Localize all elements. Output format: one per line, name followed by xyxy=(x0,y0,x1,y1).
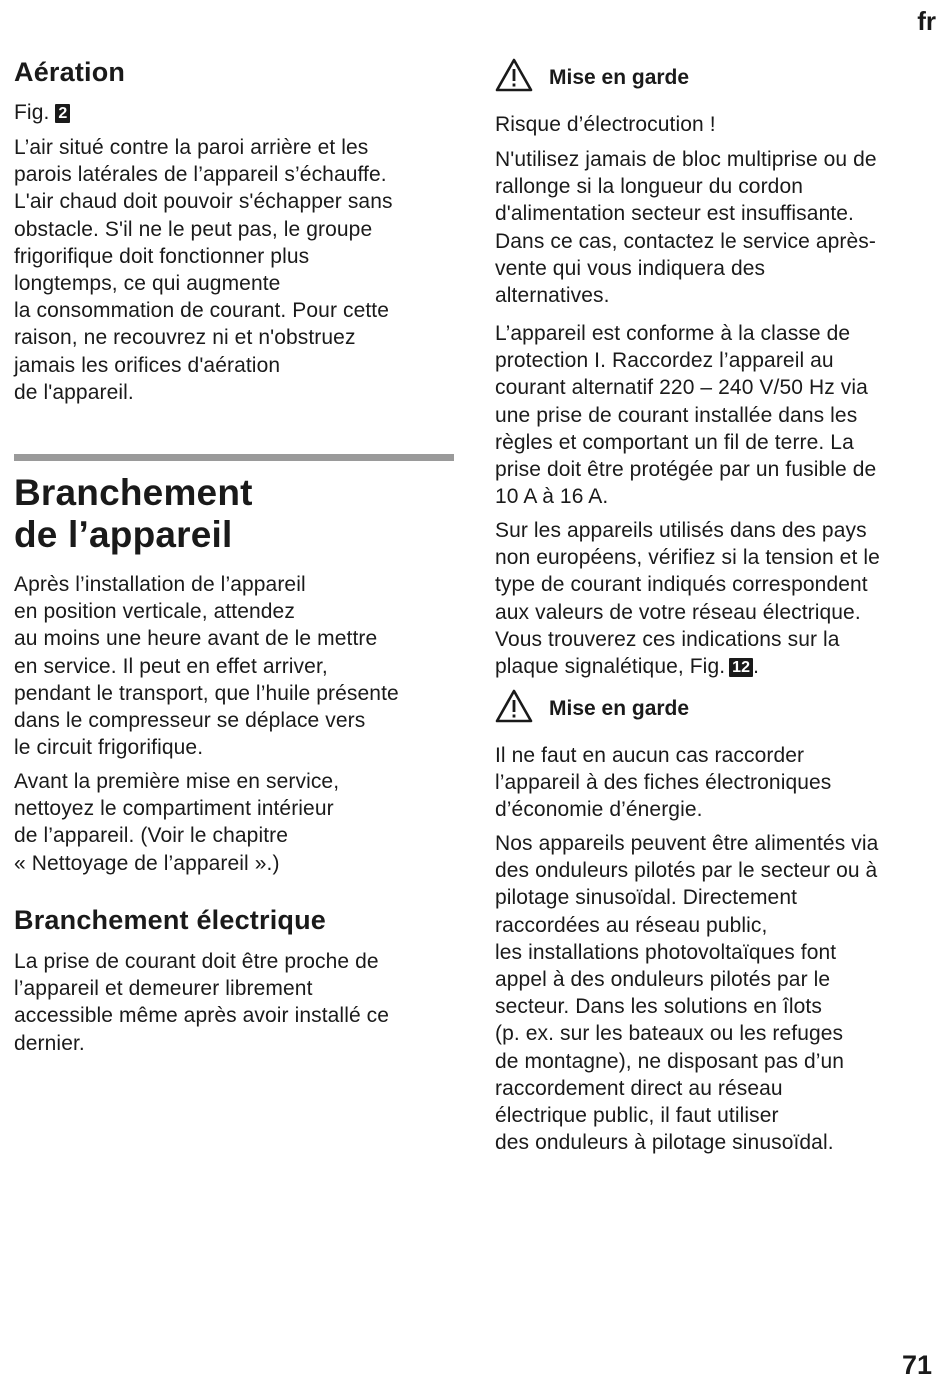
electrique-text: La prise de courant doit être proche de l’appareil et demeurer librement accessible même après avoir installé ce dernier. xyxy=(14,950,390,1055)
branchement-paragraph-2: Avant la première mise en service, nettoyez le compartiment intérieur de l’appareil. (Voir le chapitre « Nettoyage de l’appareil ».) xyxy=(14,770,340,875)
branchement-heading: Branchement de l’appareil xyxy=(14,472,253,555)
warning2-text-2: Nos appareils peuvent être alimentés via des onduleurs pilotés par le secteur ou à pilotage sinusoïdal. Directement raccordées au réseau public, les installations photovoltaïques font appel à des onduleurs pilotés par le secteur. Dans les solutions en îlots (p. ex. sur les bateaux ou les refuges de montagne), ne disposant pas d’un raccordement direct au réseau électrique public, il faut utiliser des onduleurs à pilotage sinusoïdal. xyxy=(495,832,879,1155)
protection-class-text: L’appareil est conforme à la classe de protection I. Raccordez l’appareil au courant alternatif 220 – 240 V/50 Hz via une prise de courant installée dans les règles et comportant un fil de terre. La prise doit être protégée par un fusible de 10 A à 16 A. xyxy=(495,322,877,509)
page-number: 71 xyxy=(901,1350,932,1380)
figure-badge: 12 xyxy=(729,658,753,677)
non-european-body: Sur les appareils utilisés dans des pays non européens, vérifiez si la tension et le type de courant indiqués correspondent aux valeurs de votre réseau électrique. Vous trouverez ces indications sur la plaque signalétique, Fig. xyxy=(495,519,880,679)
non-european-text xyxy=(495,517,940,680)
language-label: fr xyxy=(917,6,936,36)
fig-label: Fig. xyxy=(14,101,50,124)
warning1-text: N'utilisez jamais de bloc multiprise ou de rallonge si la longueur du cordon d'alimentation secteur est insuffisante. Dans ce cas, contactez le service après- vente qui vous indiquera des alternatives. xyxy=(495,148,877,308)
warning1-risk: Risque d’électrocution ! xyxy=(495,113,716,136)
electrique-heading: Branchement électrique xyxy=(14,905,326,935)
branchement-paragraph-1: Après l’installation de l’appareil en position verticale, attendez au moins une heure avant de le mettre en service. Il peut en effet arriver, pendant le transport, que l’huile présente dans le compresseur se déplace vers le circuit frigorifique. xyxy=(14,573,399,760)
aeration-heading: Aération xyxy=(14,57,126,87)
aeration-fig-ref xyxy=(14,99,459,126)
section-divider xyxy=(14,454,454,461)
figure-badge: 2 xyxy=(55,104,70,123)
warning-title: Mise en garde xyxy=(549,696,690,720)
warning-triangle-icon xyxy=(495,689,533,728)
warning-title: Mise en garde xyxy=(549,65,690,89)
warning-header-1 xyxy=(495,58,689,97)
sentence-end: . xyxy=(753,655,760,679)
warning-header-2 xyxy=(495,689,689,728)
warning2-text-1: Il ne faut en aucun cas raccorder l’appareil à des fiches électroniques d’économie d’énergie. xyxy=(495,744,832,822)
aeration-text: L’air situé contre la paroi arrière et les parois latérales de l’appareil s’échauffe. L'air chaud doit pouvoir s'échapper sans obstacle. S'il ne le peut pas, le groupe frigorifique doit fonctionner plus longtemps, ce qui augmente la consommation de courant. Pour cette raison, ne recouvrez ni et n'obstruez jamais les orifices d'aération de l'appareil. xyxy=(14,136,393,404)
warning-triangle-icon xyxy=(495,58,533,97)
